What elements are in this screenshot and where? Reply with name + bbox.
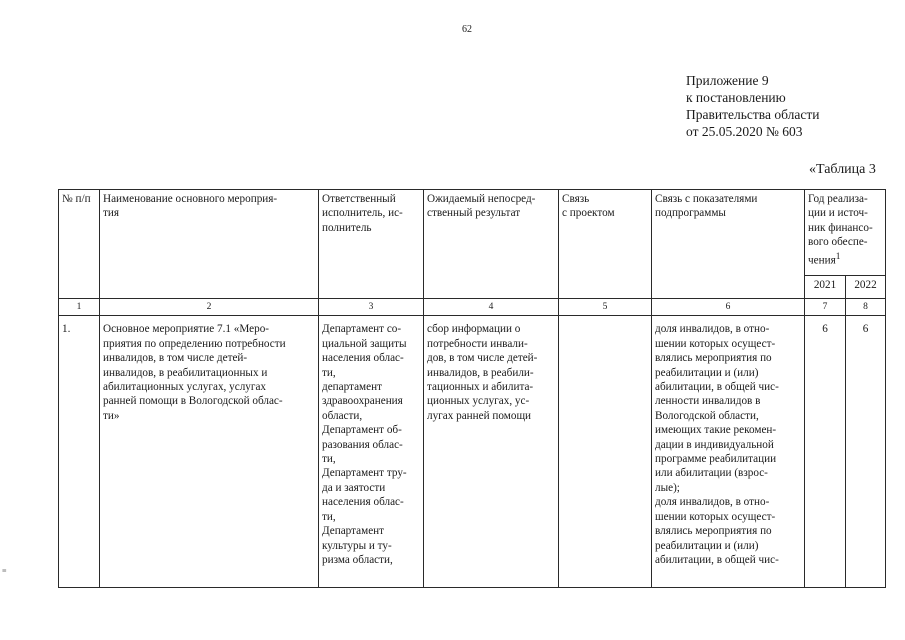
header-indicators: Связь с показателями подпрограммы xyxy=(652,190,805,299)
column-number: 8 xyxy=(846,299,886,316)
cell-value-2021: 6 xyxy=(805,316,846,588)
cell-result: сбор информации о потребности инвали- дов, в том числе детей- инвалидов, в реабили- тационных и абилита- ционных услугах, ус- лугах ранней помощи xyxy=(424,316,559,588)
header-num: № п/п xyxy=(59,190,100,299)
table-label: «Таблица 3 xyxy=(809,162,876,177)
cell-value-2022: 6 xyxy=(846,316,886,588)
activities-table xyxy=(58,189,886,588)
cell-project xyxy=(559,316,652,588)
header-name: Наименование основного мероприя- тия xyxy=(100,190,319,299)
column-number: 1 xyxy=(59,299,100,316)
appendix-line: Правительства области xyxy=(686,107,820,122)
page-number: 62 xyxy=(462,24,472,35)
header-result: Ожидаемый непосред- ственный результат xyxy=(424,190,559,299)
column-number: 2 xyxy=(100,299,319,316)
header-row xyxy=(59,190,886,276)
year-footnote: 1 xyxy=(835,251,841,262)
column-number: 6 xyxy=(652,299,805,316)
column-number-row xyxy=(59,299,886,316)
cell-indicators: доля инвалидов, в отно- шении которых осущест- влялись мероприятия по реабилитации и (или) абилитации, в общей чис- ленности инвалидов в Вологодской области, имеющих такие рекомен- дации в индивидуальной программе реабилитации или абилитации (взрос- лые); доля инвалидов, в отно- шении которых осущест- влялись мероприятия по реабилитации и (или) абилитации, в общей чис- xyxy=(652,316,805,588)
header-year-text: Год реализа- ции и источ- ник финансо- вого обеспе- чения xyxy=(808,193,873,267)
cell-activity-name: Основное мероприятие 7.1 «Меро- приятия по определению потребности инвалидов, в том числе детей- инвалидов, в реабилитационных и абилитационных услугах, услугах ранней помощи в Вологодской облас- ти» xyxy=(100,316,319,588)
cell-num: 1. xyxy=(59,316,100,588)
appendix-line: от 25.05.2020 № 603 xyxy=(686,124,803,139)
appendix-line: к постановлению xyxy=(686,90,786,105)
column-number: 3 xyxy=(319,299,424,316)
column-number: 4 xyxy=(424,299,559,316)
header-year-2022: 2022 xyxy=(846,276,886,299)
table-row xyxy=(59,316,886,588)
column-number: 7 xyxy=(805,299,846,316)
margin-mark: ≡ xyxy=(2,566,7,575)
column-number: 5 xyxy=(559,299,652,316)
appendix-line: Приложение 9 xyxy=(686,73,769,88)
appendix-block xyxy=(686,72,819,140)
header-year-2021: 2021 xyxy=(805,276,846,299)
header-executor: Ответственный исполнитель, ис- полнитель xyxy=(319,190,424,299)
cell-executor: Департамент со- циальной защиты населения облас- ти, департамент здравоохранения области, Департамент об- разования облас- ти, Департамент тру- да и заятости населения облас- ти, Департамент культуры и ту- ризма области, xyxy=(319,316,424,588)
header-year xyxy=(805,190,886,276)
header-project: Связь с проектом xyxy=(559,190,652,299)
